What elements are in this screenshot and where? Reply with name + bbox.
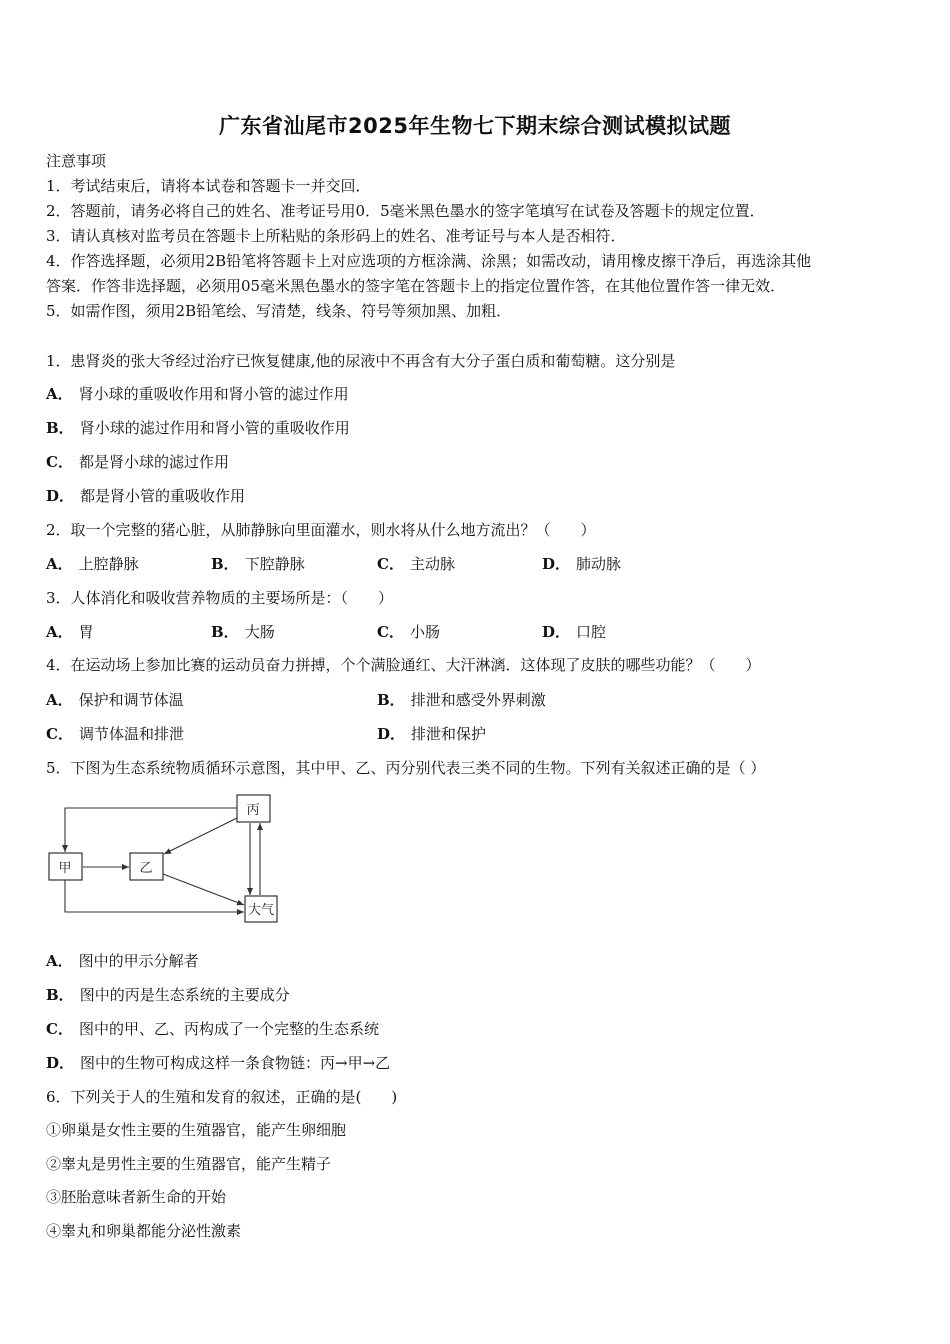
option-text: 图中的甲、乙、丙构成了一个完整的生态系统 (78, 1020, 379, 1038)
diagram-label-yi: 乙 (139, 861, 153, 876)
option-label: B． (211, 623, 239, 641)
arrow-jia-to-air (65, 880, 244, 912)
page-title: 广东省汕尾市2025年生物七下期末综合测试模拟试题 (219, 114, 731, 138)
question-stem: 2．取一个完整的猪心脏，从肺静脉向里面灌水，则水将从什么地方流出？（ ） (46, 521, 596, 539)
diagram-label-jia: 甲 (58, 861, 72, 876)
option-d (542, 553, 621, 575)
option-a (46, 950, 199, 972)
option-text: 图中的生物可构成这样一条食物链：丙→甲→乙 (80, 1054, 391, 1072)
ecosystem-cycle-diagram (40, 790, 300, 930)
option-text: 都是肾小管的重吸收作用 (80, 487, 246, 505)
notice-item: 1．考试结束后，请将本试卷和答题卡一并交回． (46, 177, 371, 195)
option-a (46, 383, 349, 405)
option-text: 图中的丙是生态系统的主要成分 (79, 986, 290, 1004)
option-d (542, 621, 606, 643)
option-b (377, 689, 546, 711)
option-label: B． (211, 555, 239, 573)
option-label: D． (46, 1054, 75, 1072)
option-text: 口腔 (576, 623, 607, 641)
option-text: 图中的甲示分解者 (78, 952, 199, 970)
option-d (377, 723, 486, 745)
option-text: 肺动脉 (576, 555, 622, 573)
option-label: D． (46, 487, 75, 505)
option-label: A． (46, 385, 73, 403)
arrow-bing-to-yi (164, 818, 237, 854)
option-text: 小肠 (409, 623, 440, 641)
option-text: 保护和调节体温 (78, 691, 184, 709)
option-a (46, 553, 139, 575)
option-b (46, 984, 290, 1006)
statement-item: ③胚胎意味者新生命的开始 (46, 1188, 227, 1206)
notice-item: 5．如需作图，须用2B铅笔绘、写清楚，线条、符号等须加黑、加粗． (46, 302, 512, 320)
option-a (46, 621, 94, 643)
option-label: A． (46, 623, 73, 641)
question-stem: 1．患肾炎的张大爷经过治疗已恢复健康,他的尿液中不再含有大分子蛋白质和葡萄糖。这分别是 (46, 352, 676, 370)
option-label: A． (46, 555, 73, 573)
notice-item: 4．作答选择题，必须用2B铅笔将答题卡上对应选项的方框涂满、涂黑；如需改动，请用橡皮擦干净后，再选涂其他 (46, 252, 812, 270)
option-text: 肾小球的重吸收作用和肾小管的滤过作用 (78, 385, 349, 403)
option-label: D． (542, 623, 571, 641)
option-label: B． (46, 419, 74, 437)
option-text: 主动脉 (409, 555, 455, 573)
question-stem: 5．下图为生态系统物质循环示意图，其中甲、乙、丙分别代表三类不同的生物。下列有关叙述正确的是（ ） (46, 759, 766, 777)
option-c (377, 621, 440, 643)
diagram-label-bing: 丙 (246, 803, 260, 818)
arrow-yi-to-air (163, 874, 244, 905)
notice-item: 2．答题前，请务必将自己的姓名、准考证号用0．5毫米黑色墨水的签字笔填写在试卷及答题卡的规定位置． (46, 202, 765, 220)
option-c (377, 553, 455, 575)
option-b (211, 621, 275, 643)
option-d (46, 1052, 390, 1074)
question-stem: 6．下列关于人的生殖和发育的叙述，正确的是( ) (46, 1088, 398, 1106)
option-label: B． (46, 986, 74, 1004)
option-text: 调节体温和排泄 (78, 725, 184, 743)
option-c (46, 1018, 379, 1040)
option-label: D． (377, 725, 406, 743)
statement-item: ②睾丸是男性主要的生殖器官，能产生精子 (46, 1155, 332, 1173)
option-label: C． (377, 623, 404, 641)
option-b (46, 417, 350, 439)
arrow-bing-to-jia (65, 808, 237, 852)
option-label: C． (377, 555, 404, 573)
option-text: 排泄和保护 (411, 725, 487, 743)
option-b (211, 553, 305, 575)
option-c (46, 723, 184, 745)
diagram-label-air: 大气 (247, 903, 275, 918)
option-label: C． (46, 1020, 73, 1038)
statement-item: ④睾丸和卵巢都能分泌性激素 (46, 1222, 242, 1240)
option-text: 大肠 (244, 623, 275, 641)
notice-heading: 注意事项 (46, 152, 107, 170)
option-label: B． (377, 691, 405, 709)
option-label: C． (46, 453, 73, 471)
option-c (46, 451, 229, 473)
notice-item: 3．请认真核对监考员在答题卡上所粘贴的条形码上的姓名、准考证号与本人是否相符． (46, 227, 626, 245)
statement-item: ①卵巢是女性主要的生殖器官，能产生卵细胞 (46, 1121, 347, 1139)
option-text: 排泄和感受外界刺激 (410, 691, 546, 709)
option-label: D． (542, 555, 571, 573)
option-text: 下腔静脉 (244, 555, 305, 573)
option-label: A． (46, 952, 73, 970)
option-a (46, 689, 184, 711)
option-label: C． (46, 725, 73, 743)
notice-item: 答案．作答非选择题，必须用05毫米黑色墨水的签字笔在答题卡上的指定位置作答，在其他位置作答一律无效． (46, 277, 786, 295)
option-text: 肾小球的滤过作用和肾小管的重吸收作用 (79, 419, 350, 437)
option-label: A． (46, 691, 73, 709)
option-text: 上腔静脉 (78, 555, 139, 573)
option-d (46, 485, 245, 507)
question-stem: 3．人体消化和吸收营养物质的主要场所是：（ ） (46, 589, 394, 607)
question-stem: 4．在运动场上参加比赛的运动员奋力拼搏，个个满脸通红、大汗淋漓．这体现了皮肤的哪些功能？（ ） (46, 656, 761, 674)
option-text: 都是肾小球的滤过作用 (78, 453, 229, 471)
option-text: 胃 (78, 623, 94, 641)
